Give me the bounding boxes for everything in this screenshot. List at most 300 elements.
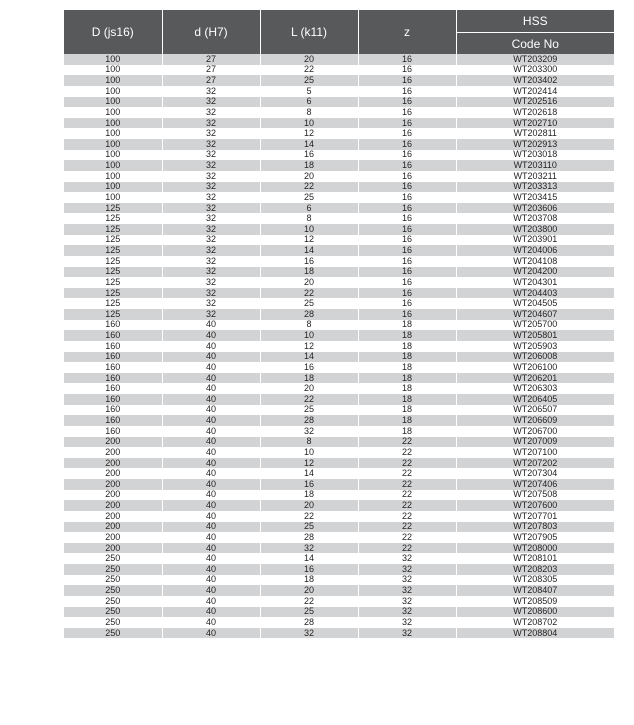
cell-code-no: WT208203 [456, 564, 614, 575]
cell-code-no: WT207202 [456, 458, 614, 469]
table-row [64, 160, 614, 171]
table-header [64, 10, 614, 54]
cell-teeth-count: 16 [358, 139, 456, 150]
cell-teeth-count: 32 [358, 553, 456, 564]
cell-bore-diameter: 40 [162, 447, 260, 458]
cell-length: 14 [260, 352, 358, 363]
cell-teeth-count: 18 [358, 426, 456, 437]
cell-teeth-count: 22 [358, 458, 456, 469]
cell-code-no: WT204301 [456, 277, 614, 288]
cell-length: 12 [260, 341, 358, 352]
cell-teeth-count: 16 [358, 224, 456, 235]
cell-teeth-count: 16 [358, 171, 456, 182]
cell-teeth-count: 16 [358, 267, 456, 278]
cell-bore-diameter: 40 [162, 330, 260, 341]
header-teeth-count: z [358, 10, 456, 54]
table-row [64, 288, 614, 299]
table-row [64, 490, 614, 501]
cell-bore-diameter: 27 [162, 75, 260, 86]
cell-teeth-count: 18 [358, 373, 456, 384]
cell-bore-diameter: 40 [162, 394, 260, 405]
cell-outer-diameter: 160 [64, 394, 162, 405]
cell-length: 16 [260, 256, 358, 267]
cell-outer-diameter: 160 [64, 341, 162, 352]
cell-length: 18 [260, 490, 358, 501]
cell-length: 20 [260, 585, 358, 596]
table-row [64, 75, 614, 86]
table-row [64, 267, 614, 278]
cell-code-no: WT207406 [456, 479, 614, 490]
cell-bore-diameter: 32 [162, 277, 260, 288]
cell-outer-diameter: 100 [64, 118, 162, 129]
cell-teeth-count: 16 [358, 97, 456, 108]
cell-code-no: WT208000 [456, 543, 614, 554]
cell-teeth-count: 16 [358, 192, 456, 203]
cell-outer-diameter: 200 [64, 532, 162, 543]
cell-code-no: WT203018 [456, 150, 614, 161]
cell-code-no: WT203800 [456, 224, 614, 235]
cell-outer-diameter: 100 [64, 75, 162, 86]
table-row [64, 330, 614, 341]
cell-length: 22 [260, 182, 358, 193]
cell-outer-diameter: 125 [64, 288, 162, 299]
cell-bore-diameter: 32 [162, 118, 260, 129]
cell-bore-diameter: 40 [162, 320, 260, 331]
cell-bore-diameter: 40 [162, 415, 260, 426]
cell-code-no: WT206100 [456, 362, 614, 373]
cell-code-no: WT207803 [456, 522, 614, 533]
cell-outer-diameter: 250 [64, 553, 162, 564]
cell-teeth-count: 16 [358, 203, 456, 214]
cell-code-no: WT206507 [456, 405, 614, 416]
cell-length: 22 [260, 596, 358, 607]
cell-outer-diameter: 160 [64, 405, 162, 416]
cell-code-no: WT207508 [456, 490, 614, 501]
cell-bore-diameter: 40 [162, 500, 260, 511]
cell-bore-diameter: 40 [162, 352, 260, 363]
table-row [64, 607, 614, 618]
cell-length: 10 [260, 118, 358, 129]
table-row [64, 585, 614, 596]
cell-teeth-count: 22 [358, 511, 456, 522]
cell-teeth-count: 18 [358, 352, 456, 363]
cell-bore-diameter: 40 [162, 553, 260, 564]
cell-length: 20 [260, 171, 358, 182]
cell-length: 10 [260, 330, 358, 341]
cell-teeth-count: 16 [358, 128, 456, 139]
cell-teeth-count: 32 [358, 575, 456, 586]
cell-code-no: WT204505 [456, 298, 614, 309]
cell-length: 16 [260, 564, 358, 575]
cell-teeth-count: 22 [358, 447, 456, 458]
cell-bore-diameter: 40 [162, 341, 260, 352]
cell-length: 22 [260, 65, 358, 76]
table-row [64, 426, 614, 437]
table-row [64, 596, 614, 607]
cell-teeth-count: 32 [358, 628, 456, 639]
cell-code-no: WT206201 [456, 373, 614, 384]
cell-bore-diameter: 32 [162, 309, 260, 320]
cell-outer-diameter: 100 [64, 192, 162, 203]
cell-teeth-count: 18 [358, 362, 456, 373]
cell-length: 22 [260, 288, 358, 299]
cell-teeth-count: 18 [358, 341, 456, 352]
cell-teeth-count: 16 [358, 288, 456, 299]
header-outer-diameter: D (js16) [64, 10, 162, 54]
table-row [64, 192, 614, 203]
cell-code-no: WT208305 [456, 575, 614, 586]
cell-bore-diameter: 40 [162, 596, 260, 607]
cell-code-no: WT208509 [456, 596, 614, 607]
cell-code-no: WT207009 [456, 437, 614, 448]
cell-bore-diameter: 32 [162, 86, 260, 97]
cell-bore-diameter: 40 [162, 543, 260, 554]
cell-code-no: WT203606 [456, 203, 614, 214]
cell-bore-diameter: 32 [162, 171, 260, 182]
cell-length: 14 [260, 553, 358, 564]
cell-code-no: WT204200 [456, 267, 614, 278]
cell-code-no: WT208600 [456, 607, 614, 618]
cell-bore-diameter: 40 [162, 575, 260, 586]
table-row [64, 277, 614, 288]
cell-length: 16 [260, 479, 358, 490]
table-row [64, 97, 614, 108]
cell-outer-diameter: 200 [64, 543, 162, 554]
cell-outer-diameter: 250 [64, 628, 162, 639]
table-row [64, 224, 614, 235]
cell-code-no: WT205903 [456, 341, 614, 352]
cell-length: 8 [260, 107, 358, 118]
table-row [64, 118, 614, 129]
cell-code-no: WT203313 [456, 182, 614, 193]
cell-outer-diameter: 125 [64, 213, 162, 224]
cell-outer-diameter: 200 [64, 522, 162, 533]
cell-code-no: WT208101 [456, 553, 614, 564]
cell-bore-diameter: 40 [162, 532, 260, 543]
cell-length: 14 [260, 245, 358, 256]
cell-bore-diameter: 40 [162, 564, 260, 575]
cell-length: 12 [260, 235, 358, 246]
cell-teeth-count: 16 [358, 65, 456, 76]
cell-outer-diameter: 160 [64, 362, 162, 373]
header-group-hss: HSS [456, 10, 614, 33]
cell-bore-diameter: 40 [162, 522, 260, 533]
cell-bore-diameter: 32 [162, 139, 260, 150]
cell-outer-diameter: 160 [64, 330, 162, 341]
cell-length: 10 [260, 447, 358, 458]
cell-code-no: WT207905 [456, 532, 614, 543]
table-row [64, 447, 614, 458]
cell-code-no: WT208804 [456, 628, 614, 639]
cell-teeth-count: 16 [358, 118, 456, 129]
cell-length: 28 [260, 532, 358, 543]
cell-code-no: WT202913 [456, 139, 614, 150]
table-row [64, 617, 614, 628]
cell-outer-diameter: 160 [64, 352, 162, 363]
cell-outer-diameter: 200 [64, 490, 162, 501]
cell-outer-diameter: 160 [64, 373, 162, 384]
table-row [64, 256, 614, 267]
cell-teeth-count: 16 [358, 75, 456, 86]
cell-length: 8 [260, 213, 358, 224]
cell-code-no: WT205700 [456, 320, 614, 331]
cell-teeth-count: 16 [358, 150, 456, 161]
cell-outer-diameter: 250 [64, 585, 162, 596]
cell-bore-diameter: 32 [162, 160, 260, 171]
cell-outer-diameter: 125 [64, 256, 162, 267]
table-row [64, 171, 614, 182]
cell-code-no: WT202414 [456, 86, 614, 97]
table-row [64, 352, 614, 363]
cell-length: 25 [260, 522, 358, 533]
cell-code-no: WT202811 [456, 128, 614, 139]
cell-bore-diameter: 40 [162, 437, 260, 448]
cell-teeth-count: 16 [358, 86, 456, 97]
table-row [64, 139, 614, 150]
table-row [64, 320, 614, 331]
cell-teeth-count: 16 [358, 235, 456, 246]
cell-length: 22 [260, 394, 358, 405]
cell-code-no: WT208407 [456, 585, 614, 596]
cell-outer-diameter: 200 [64, 500, 162, 511]
cell-length: 20 [260, 277, 358, 288]
cell-outer-diameter: 100 [64, 128, 162, 139]
cell-code-no: WT206700 [456, 426, 614, 437]
cell-teeth-count: 22 [358, 543, 456, 554]
cell-teeth-count: 32 [358, 596, 456, 607]
table-row [64, 383, 614, 394]
cell-length: 25 [260, 298, 358, 309]
cell-teeth-count: 16 [358, 245, 456, 256]
cell-length: 8 [260, 437, 358, 448]
table-row [64, 415, 614, 426]
cell-outer-diameter: 160 [64, 426, 162, 437]
cell-bore-diameter: 40 [162, 383, 260, 394]
table-row [64, 245, 614, 256]
cell-outer-diameter: 250 [64, 575, 162, 586]
table-row [64, 150, 614, 161]
cell-length: 18 [260, 160, 358, 171]
cell-code-no: WT206405 [456, 394, 614, 405]
cell-code-no: WT203415 [456, 192, 614, 203]
cell-code-no: WT207701 [456, 511, 614, 522]
cell-code-no: WT207304 [456, 468, 614, 479]
cell-bore-diameter: 32 [162, 192, 260, 203]
cell-outer-diameter: 160 [64, 383, 162, 394]
cell-bore-diameter: 40 [162, 617, 260, 628]
cell-outer-diameter: 125 [64, 267, 162, 278]
table-row [64, 341, 614, 352]
cell-teeth-count: 16 [358, 54, 456, 65]
cell-outer-diameter: 100 [64, 160, 162, 171]
cell-bore-diameter: 32 [162, 235, 260, 246]
cell-length: 8 [260, 320, 358, 331]
cell-outer-diameter: 200 [64, 437, 162, 448]
cell-outer-diameter: 100 [64, 182, 162, 193]
cell-bore-diameter: 32 [162, 288, 260, 299]
cell-bore-diameter: 40 [162, 468, 260, 479]
cell-code-no: WT202516 [456, 97, 614, 108]
cell-outer-diameter: 250 [64, 617, 162, 628]
cell-teeth-count: 16 [358, 256, 456, 267]
cell-bore-diameter: 40 [162, 458, 260, 469]
cell-outer-diameter: 200 [64, 447, 162, 458]
table-row [64, 522, 614, 533]
cell-length: 6 [260, 203, 358, 214]
cell-code-no: WT203901 [456, 235, 614, 246]
cell-bore-diameter: 32 [162, 150, 260, 161]
cell-length: 28 [260, 309, 358, 320]
table-row [64, 468, 614, 479]
cell-code-no: WT203211 [456, 171, 614, 182]
cell-length: 18 [260, 267, 358, 278]
cell-length: 32 [260, 628, 358, 639]
table-row [64, 54, 614, 65]
cell-teeth-count: 22 [358, 532, 456, 543]
cell-code-no: WT204108 [456, 256, 614, 267]
cell-outer-diameter: 125 [64, 235, 162, 246]
table-row [64, 479, 614, 490]
cell-teeth-count: 18 [358, 394, 456, 405]
table-row [64, 86, 614, 97]
cell-outer-diameter: 250 [64, 564, 162, 575]
table-body [64, 54, 614, 638]
cell-teeth-count: 22 [358, 437, 456, 448]
cell-outer-diameter: 100 [64, 171, 162, 182]
cell-bore-diameter: 32 [162, 107, 260, 118]
cell-outer-diameter: 100 [64, 107, 162, 118]
cell-bore-diameter: 27 [162, 65, 260, 76]
cell-code-no: WT206303 [456, 383, 614, 394]
cell-length: 32 [260, 426, 358, 437]
cell-teeth-count: 32 [358, 585, 456, 596]
table-row [64, 203, 614, 214]
cell-length: 32 [260, 543, 358, 554]
cell-length: 28 [260, 617, 358, 628]
table-row [64, 553, 614, 564]
cell-teeth-count: 22 [358, 490, 456, 501]
cell-bore-diameter: 40 [162, 585, 260, 596]
cell-length: 14 [260, 468, 358, 479]
table-row [64, 298, 614, 309]
table-row [64, 65, 614, 76]
cell-length: 20 [260, 500, 358, 511]
spec-table [64, 10, 614, 638]
header-length: L (k11) [260, 10, 358, 54]
cell-code-no: WT203110 [456, 160, 614, 171]
cell-bore-diameter: 40 [162, 479, 260, 490]
table-row [64, 500, 614, 511]
cell-outer-diameter: 250 [64, 596, 162, 607]
cell-length: 25 [260, 75, 358, 86]
cell-outer-diameter: 100 [64, 54, 162, 65]
cell-outer-diameter: 125 [64, 245, 162, 256]
cell-bore-diameter: 27 [162, 54, 260, 65]
table-row [64, 394, 614, 405]
cell-teeth-count: 18 [358, 320, 456, 331]
header-code-no: Code No [456, 33, 614, 55]
cell-bore-diameter: 40 [162, 628, 260, 639]
cell-teeth-count: 16 [358, 107, 456, 118]
table-row [64, 182, 614, 193]
cell-teeth-count: 16 [358, 298, 456, 309]
cell-code-no: WT202710 [456, 118, 614, 129]
cell-teeth-count: 32 [358, 607, 456, 618]
cell-length: 28 [260, 415, 358, 426]
cell-bore-diameter: 32 [162, 224, 260, 235]
cell-code-no: WT207100 [456, 447, 614, 458]
cell-teeth-count: 18 [358, 330, 456, 341]
cell-outer-diameter: 125 [64, 277, 162, 288]
cell-bore-diameter: 32 [162, 203, 260, 214]
table-row [64, 437, 614, 448]
cell-outer-diameter: 200 [64, 458, 162, 469]
cell-length: 16 [260, 362, 358, 373]
cell-teeth-count: 22 [358, 500, 456, 511]
cell-length: 25 [260, 405, 358, 416]
cell-length: 18 [260, 575, 358, 586]
cell-teeth-count: 22 [358, 522, 456, 533]
cell-teeth-count: 16 [358, 309, 456, 320]
cell-bore-diameter: 32 [162, 97, 260, 108]
cell-teeth-count: 16 [358, 277, 456, 288]
cell-bore-diameter: 40 [162, 511, 260, 522]
cell-code-no: WT203708 [456, 213, 614, 224]
cell-outer-diameter: 125 [64, 224, 162, 235]
cell-outer-diameter: 160 [64, 415, 162, 426]
cell-code-no: WT207600 [456, 500, 614, 511]
cell-length: 20 [260, 54, 358, 65]
cell-teeth-count: 16 [358, 213, 456, 224]
table-row [64, 628, 614, 639]
cell-teeth-count: 16 [358, 182, 456, 193]
cell-outer-diameter: 125 [64, 203, 162, 214]
cell-teeth-count: 18 [358, 405, 456, 416]
cell-bore-diameter: 32 [162, 182, 260, 193]
cell-code-no: WT205801 [456, 330, 614, 341]
cell-code-no: WT206609 [456, 415, 614, 426]
cell-teeth-count: 16 [358, 160, 456, 171]
cell-teeth-count: 18 [358, 383, 456, 394]
table-row [64, 309, 614, 320]
cell-code-no: WT208702 [456, 617, 614, 628]
table-row [64, 235, 614, 246]
cell-teeth-count: 18 [358, 415, 456, 426]
cell-code-no: WT202618 [456, 107, 614, 118]
cell-code-no: WT203402 [456, 75, 614, 86]
cell-length: 14 [260, 139, 358, 150]
table-row [64, 532, 614, 543]
cell-code-no: WT204403 [456, 288, 614, 299]
cell-outer-diameter: 200 [64, 511, 162, 522]
table-row [64, 564, 614, 575]
cell-bore-diameter: 32 [162, 267, 260, 278]
cell-outer-diameter: 200 [64, 468, 162, 479]
cell-length: 12 [260, 458, 358, 469]
cell-code-no: WT206008 [456, 352, 614, 363]
cell-code-no: WT204006 [456, 245, 614, 256]
cell-bore-diameter: 32 [162, 213, 260, 224]
cell-code-no: WT204607 [456, 309, 614, 320]
cell-length: 22 [260, 511, 358, 522]
spec-table-container [64, 10, 614, 638]
cell-length: 10 [260, 224, 358, 235]
cell-outer-diameter: 100 [64, 150, 162, 161]
table-row [64, 107, 614, 118]
cell-length: 16 [260, 150, 358, 161]
table-row [64, 511, 614, 522]
cell-length: 18 [260, 373, 358, 384]
